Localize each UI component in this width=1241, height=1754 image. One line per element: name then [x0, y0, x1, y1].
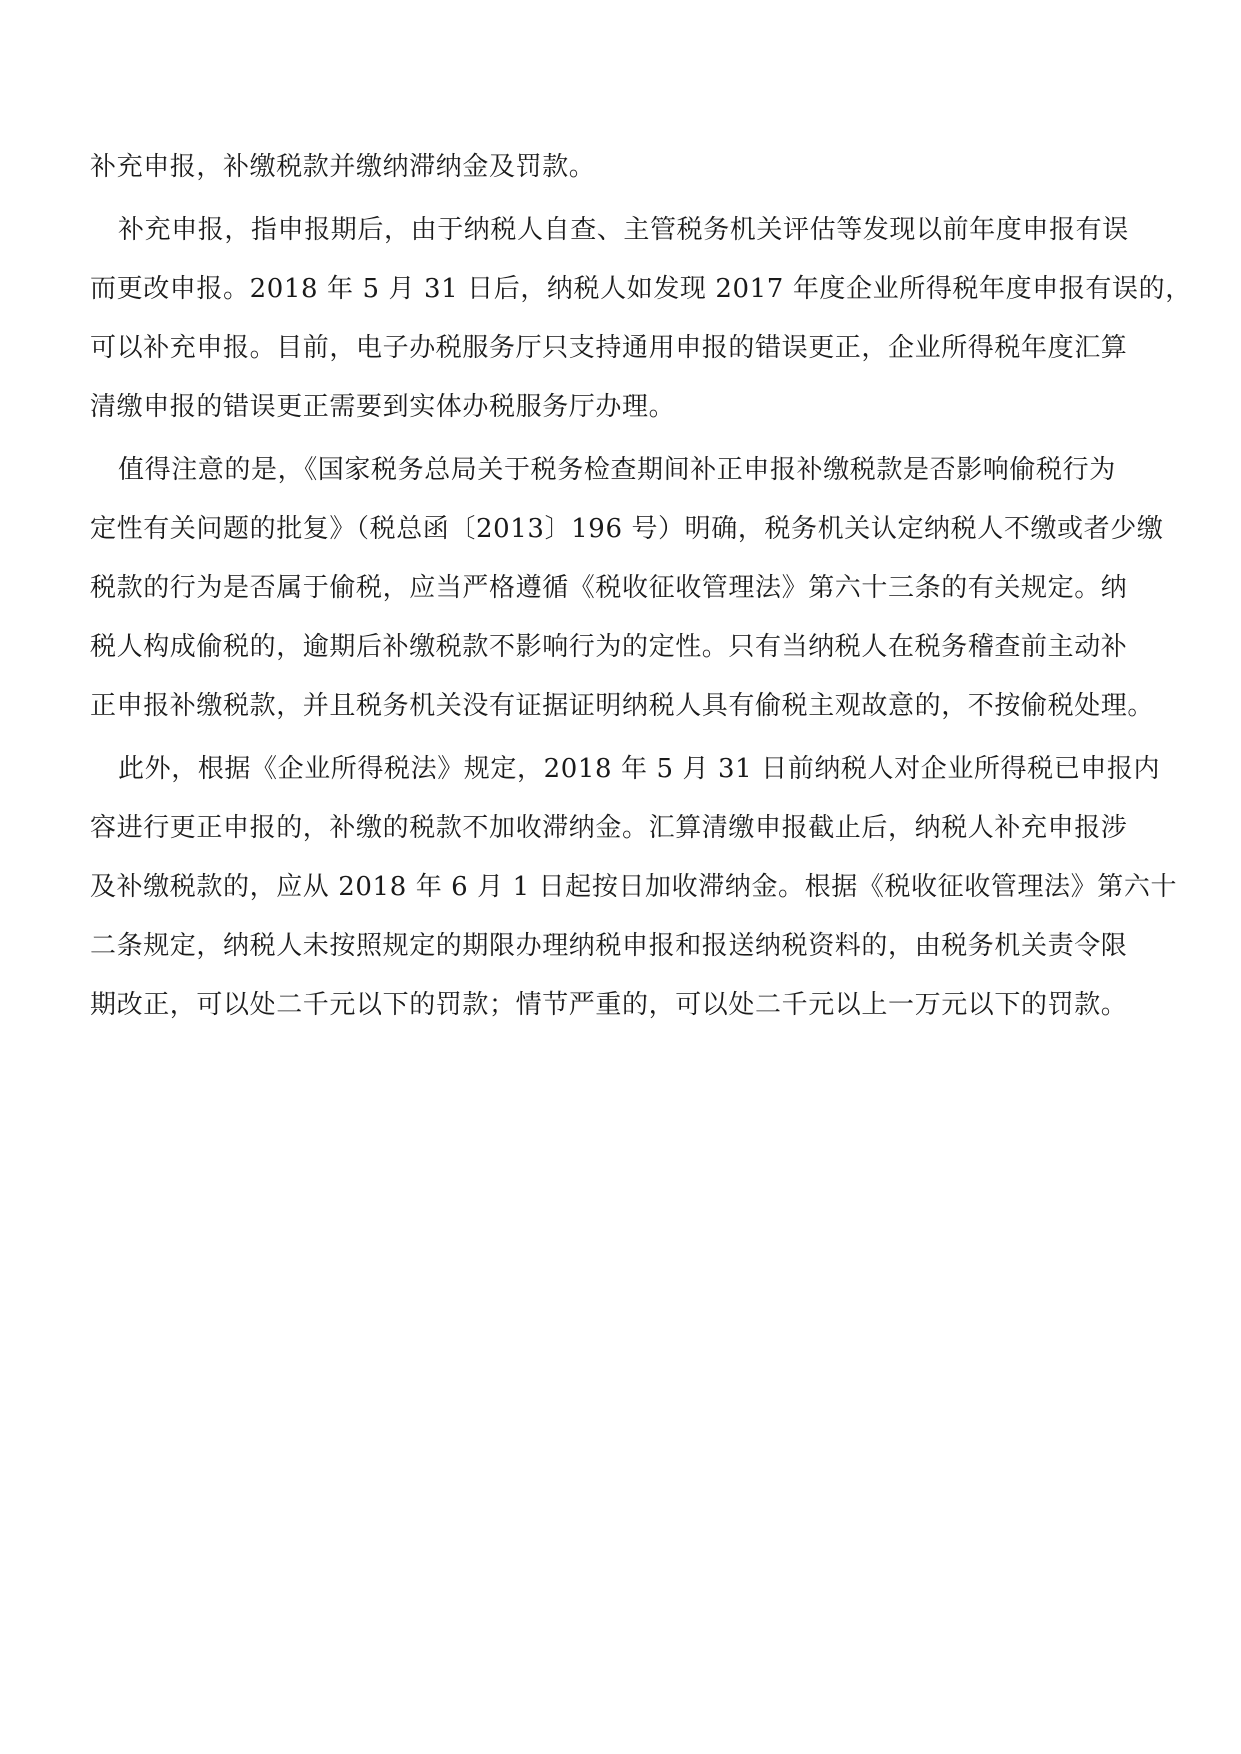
- paragraph: [90, 214, 1192, 423]
- text-line: 二条规定，纳税人未按照规定的期限办理纳税申报和报送纳税资料的，由税务机关责令限: [90, 931, 1128, 961]
- text-line: 值得注意的是，《国家税务总局关于税务检查期间补正申报补缴税款是否影响偷税行为: [118, 455, 1116, 485]
- text-line: 补充申报，补缴税款并缴纳滞纳金及罚款。: [90, 152, 596, 182]
- text-line: 清缴申报的错误更正需要到实体办税服务厅办理。: [90, 392, 676, 422]
- text-line: 税款的行为是否属于偷税，应当严格遵循《税收征收管理法》第六十三条的有关规定。纳: [90, 573, 1128, 603]
- text-line: 正申报补缴税款，并且税务机关没有证据证明纳税人具有偷税主观故意的，不按偷税处理。: [90, 691, 1155, 721]
- text-line: 及补缴税款的，应从 2018 年 6 月 1 日起按日加收滞纳金。根据《税收征收管理法》第六十: [90, 872, 1178, 902]
- text-line: 税人构成偷税的，逾期后补缴税款不影响行为的定性。只有当纳税人在税务稽查前主动补: [90, 632, 1128, 662]
- text-line: 容进行更正申报的，补缴的税款不加收滞纳金。汇算清缴申报截止后，纳税人补充申报涉: [90, 813, 1128, 843]
- text-line: 此外，根据《企业所得税法》规定，2018 年 5 月 31 日前纳税人对企业所得税已申报内: [118, 754, 1161, 784]
- text-line: 定性有关问题的批复》（税总函〔2013〕196 号）明确，税务机关认定纳税人不缴或者少缴: [90, 514, 1164, 544]
- text-line: 期改正，可以处二千元以下的罚款；情节严重的，可以处二千元以上一万元以下的罚款。: [90, 990, 1128, 1020]
- paragraph: [90, 753, 1178, 1021]
- paragraph: [90, 454, 1164, 722]
- text-line: 可以补充申报。目前，电子办税服务厅只支持通用申报的错误更正，企业所得税年度汇算: [90, 333, 1128, 363]
- document-body: [90, 151, 1192, 1021]
- text-line: 补充申报，指申报期后，由于纳税人自查、主管税务机关评估等发现以前年度申报有误: [118, 215, 1129, 245]
- text-line: 而更改申报。2018 年 5 月 31 日后，纳税人如发现 2017 年度企业所得税年度申报有误的，: [90, 274, 1192, 304]
- paragraph: [90, 151, 1150, 183]
